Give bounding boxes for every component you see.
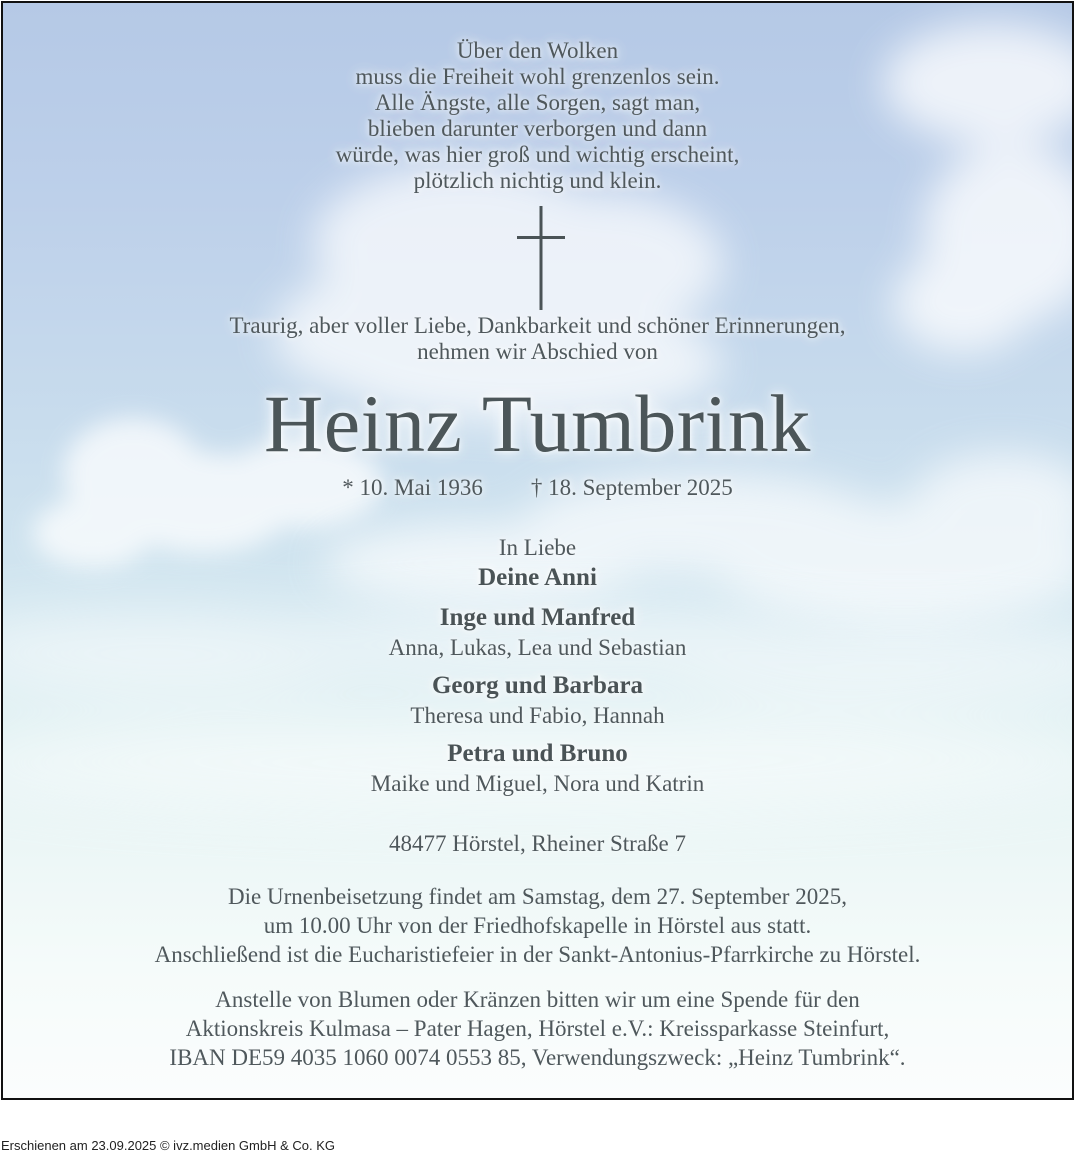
- latin-cross-icon: [517, 206, 565, 310]
- family-couple-1: Inge und Manfred: [439, 604, 636, 631]
- family-couple-3: Petra und Bruno: [447, 740, 628, 767]
- family-children-2: Theresa und Fabio, Hannah: [410, 703, 665, 728]
- donation-line-1: Anstelle von Blumen oder Kränzen bitten wir um eine Spende für den: [215, 987, 860, 1012]
- family-children-3: Maike und Miguel, Nora und Katrin: [370, 771, 705, 796]
- ceremony-line-3: Anschließend ist die Eucharistiefeier in der Sankt-Antonius-Pfarrkirche zu Hörstel.: [154, 942, 921, 967]
- intro-line-2: nehmen wir Abschied von: [417, 339, 658, 364]
- life-dates: [3, 475, 1072, 501]
- address: 48477 Hörstel, Rheiner Straße 7: [388, 831, 687, 856]
- deceased-name: Heinz Tumbrink: [264, 378, 811, 469]
- poem-line-5: würde, was hier groß und wichtig erscheint,: [335, 142, 740, 167]
- wife-name: Deine Anni: [478, 564, 597, 591]
- family-children-1: Anna, Lukas, Lea und Sebastian: [388, 635, 687, 660]
- poem-line-4: blieben darunter verborgen und dann: [367, 116, 708, 141]
- publication-footer: Erschienen am 23.09.2025 © ivz.medien GmbH & Co. KG: [1, 1138, 336, 1153]
- poem-line-6: plötzlich nichtig und klein.: [413, 168, 662, 193]
- obituary-content: [3, 3, 1072, 1098]
- poem-line-1: Über den Wolken: [456, 38, 619, 63]
- family-couple-2: Georg und Barbara: [431, 672, 644, 699]
- ceremony-line-1: Die Urnenbeisetzung findet am Samstag, dem 27. September 2025,: [228, 884, 847, 909]
- intro-line-1: Traurig, aber voller Liebe, Dankbarkeit und schöner Erinnerungen,: [229, 313, 846, 338]
- poem-line-2: muss die Freiheit wohl grenzenlos sein.: [355, 64, 720, 89]
- donation-line-2: Aktionskreis Kulmasa – Pater Hagen, Hörstel e.V.: Kreissparkasse Steinfurt,: [185, 1016, 890, 1041]
- death-date: † 18. September 2025: [530, 475, 733, 500]
- birth-date: * 10. Mai 1936: [342, 475, 483, 500]
- donation-line-3: IBAN DE59 4035 1060 0074 0553 85, Verwendungszweck: „Heinz Tumbrink“.: [169, 1045, 906, 1070]
- in-liebe-label: In Liebe: [498, 535, 577, 560]
- obituary-frame: [1, 1, 1074, 1100]
- ceremony-line-2: um 10.00 Uhr von der Friedhofskapelle in Hörstel aus statt.: [263, 913, 812, 938]
- poem-line-3: Alle Ängste, alle Sorgen, sagt man,: [374, 90, 701, 115]
